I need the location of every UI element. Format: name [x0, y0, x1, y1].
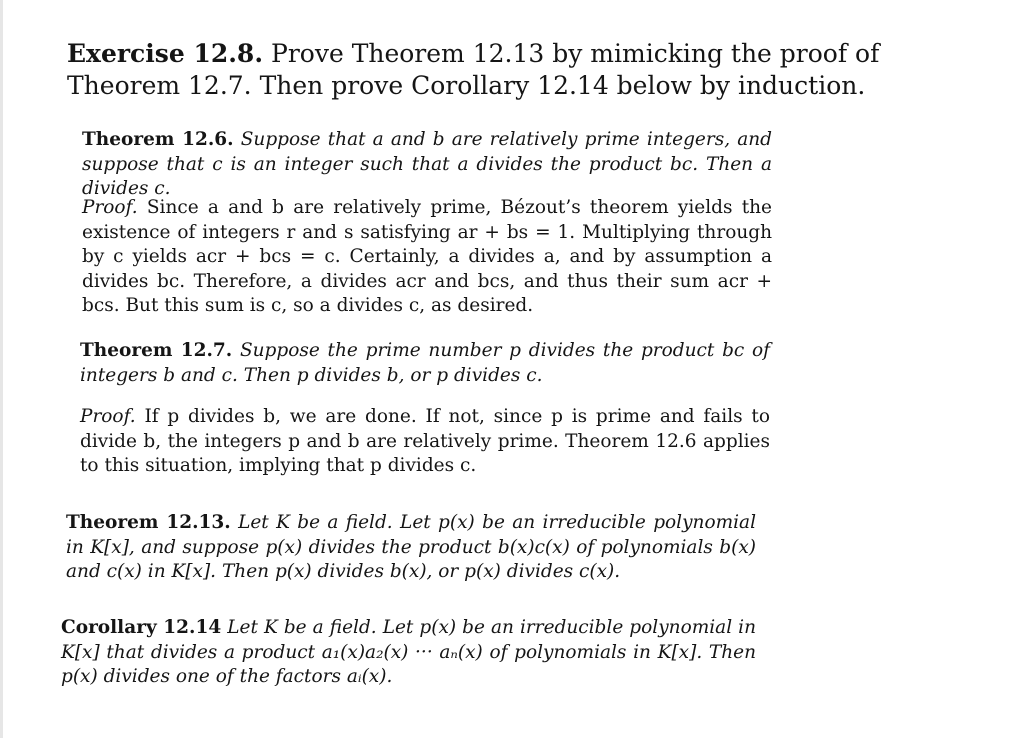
proof-12-6-label: Proof.	[82, 197, 138, 218]
proof-12-7-label: Proof.	[80, 406, 136, 427]
proof-12-6	[82, 196, 772, 319]
theorem-12-6-statement: Suppose that a and b are relatively prime integers, and suppose that c is an integer such that a divides the product bc. Then a divides c.	[82, 129, 772, 199]
theorem-12-7	[80, 339, 770, 388]
exercise-label: Exercise 12.8.	[67, 39, 264, 68]
corollary-12-14-label: Corollary 12.14	[61, 617, 222, 638]
proof-12-7	[80, 405, 770, 479]
page-left-edge	[0, 0, 3, 738]
theorem-12-6-label: Theorem 12.6.	[82, 129, 234, 150]
theorem-12-7-statement: Suppose the prime number p divides the product bc of integers b and c. Then p divides b, or p divides c.	[80, 340, 770, 386]
proof-12-6-text: Since a and b are relatively prime, Bézout’s theorem yields the existence of integers r and s satisfying ar + bs = 1. Multiplying through by c yields acr + bcs = c. Certainly, a divides a, and by assumption a divides bc. Therefore, a divides acr and bcs, and thus their sum acr + bcs. But this sum is c, so a divides c, as desired.	[82, 197, 772, 316]
corollary-12-14	[61, 616, 756, 690]
exercise-text: Prove Theorem 12.13 by mimicking the proof of Theorem 12.7. Then prove Corollary 12.14 below by induction.	[67, 39, 880, 100]
theorem-12-7-label: Theorem 12.7.	[80, 340, 233, 361]
corollary-12-14-statement: Let K be a field. Let p(x) be an irreducible polynomial in K[x] that divides a product a₁(x)a₂(x) ··· aₙ(x) of polynomials in K[x]. Then p(x) divides one of the factors aᵢ(x).	[61, 617, 756, 687]
proof-12-7-text: If p divides b, we are done. If not, since p is prime and fails to divide b, the integers p and b are relatively prime. Theorem 12.6 applies to this situation, implying that p divides c.	[80, 406, 770, 476]
theorem-12-13	[66, 511, 756, 585]
exercise-12-8	[67, 38, 947, 102]
theorem-12-13-statement: Let K be a field. Let p(x) be an irreducible polynomial in K[x], and suppose p(x) divides the product b(x)c(x) of polynomials b(x) and c(x) in K[x]. Then p(x) divides b(x), or p(x) divides c(x).	[66, 512, 756, 582]
theorem-12-6	[82, 128, 772, 202]
theorem-12-13-label: Theorem 12.13.	[66, 512, 231, 533]
